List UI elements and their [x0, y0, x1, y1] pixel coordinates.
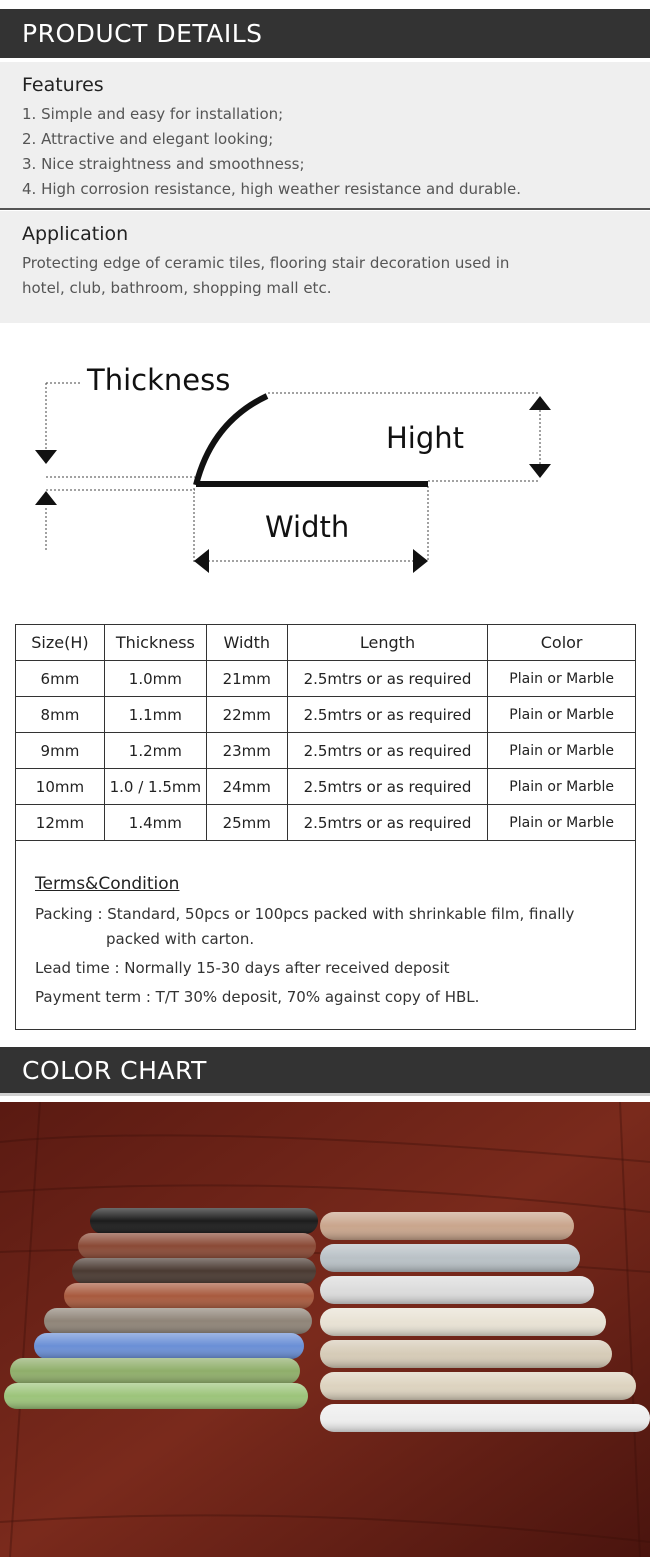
product-details-title: PRODUCT DETAILS — [22, 19, 263, 48]
cell-size: 8mm — [16, 697, 105, 733]
rod-highlight — [78, 1233, 316, 1259]
cell-length: 2.5mtrs or as required — [287, 661, 488, 697]
rod-highlight — [72, 1258, 316, 1284]
feature-item: 1. Simple and easy for installation; — [22, 105, 284, 123]
product-details-header — [0, 9, 650, 58]
features-list — [22, 102, 650, 202]
feature-item: 2. Attractive and elegant looking; — [22, 130, 274, 148]
column-header-color: Color — [488, 625, 636, 661]
rod-highlight — [320, 1308, 606, 1336]
features-heading: Features — [22, 74, 104, 96]
rod-highlight — [320, 1404, 650, 1432]
rod-highlight — [90, 1208, 318, 1234]
cell-color: Plain or Marble — [488, 805, 636, 841]
color-chart-photo — [0, 1102, 650, 1557]
cell-width: 23mm — [206, 733, 287, 769]
height-label: Hight — [386, 421, 465, 455]
cell-length: 2.5mtrs or as required — [287, 733, 488, 769]
cell-size: 6mm — [16, 661, 105, 697]
arrow-right-icon — [413, 549, 428, 573]
rod-highlight — [10, 1358, 300, 1384]
column-header-size: Size(H) — [16, 625, 105, 661]
cell-size: 12mm — [16, 805, 105, 841]
cell-length: 2.5mtrs or as required — [287, 805, 488, 841]
cell-length: 2.5mtrs or as required — [287, 697, 488, 733]
cell-width: 25mm — [206, 805, 287, 841]
rod-highlight — [320, 1212, 574, 1240]
application-section — [0, 211, 650, 323]
rod-highlight — [320, 1244, 580, 1272]
cell-width: 21mm — [206, 661, 287, 697]
rod-highlight — [44, 1308, 312, 1334]
column-header-thickness: Thickness — [104, 625, 206, 661]
packing-term — [35, 902, 635, 952]
color-chart-header — [0, 1047, 650, 1096]
quarter-round-profile — [196, 396, 267, 485]
feature-item: 4. High corrosion resistance, high weather resistance and durable. — [22, 180, 522, 198]
dimension-diagram — [0, 330, 650, 590]
arrow-up-icon — [35, 491, 57, 505]
cell-size: 10mm — [16, 769, 105, 805]
cell-color: Plain or Marble — [488, 661, 636, 697]
rod-highlight — [4, 1383, 308, 1409]
feature-item: 3. Nice straightness and smoothness; — [22, 155, 305, 173]
cell-size: 9mm — [16, 733, 105, 769]
column-header-length: Length — [287, 625, 488, 661]
lead-time-term: Lead time : Normally 15-30 days after received deposit — [35, 959, 450, 977]
application-text: Protecting edge of ceramic tiles, flooring stair decoration used in hotel, club, bathroom, shopping mall etc. — [22, 254, 510, 297]
table-row — [16, 733, 636, 769]
features-section — [0, 62, 650, 208]
cell-thickness: 1.1mm — [104, 697, 206, 733]
table-row — [16, 697, 636, 733]
arrow-down-icon — [529, 464, 551, 478]
cell-width: 24mm — [206, 769, 287, 805]
cell-width: 22mm — [206, 697, 287, 733]
cell-color: Plain or Marble — [488, 733, 636, 769]
payment-term: Payment term : T/T 30% deposit, 70% against copy of HBL. — [35, 988, 480, 1006]
section-divider — [0, 208, 650, 210]
cell-thickness: 1.0mm — [104, 661, 206, 697]
terms-title: Terms&Condition — [35, 874, 180, 894]
cell-color: Plain or Marble — [488, 769, 636, 805]
arrow-left-icon — [194, 549, 209, 573]
rod-highlight — [64, 1283, 314, 1309]
arrow-down-icon — [35, 450, 57, 464]
packing-line-continued: packed with carton. — [106, 930, 255, 948]
cell-length: 2.5mtrs or as required — [287, 769, 488, 805]
column-header-width: Width — [206, 625, 287, 661]
cell-color: Plain or Marble — [488, 697, 636, 733]
table-row — [16, 805, 636, 841]
spec-table — [15, 624, 636, 841]
cell-thickness: 1.4mm — [104, 805, 206, 841]
rod-highlight — [320, 1276, 594, 1304]
arrow-up-icon — [529, 396, 551, 410]
table-row — [16, 769, 636, 805]
color-chart-title: COLOR CHART — [22, 1055, 207, 1085]
rod-highlight — [320, 1340, 612, 1368]
terms-box — [15, 840, 636, 1030]
rod-highlight — [320, 1372, 636, 1400]
cell-thickness: 1.2mm — [104, 733, 206, 769]
cell-thickness: 1.0 / 1.5mm — [104, 769, 206, 805]
table-header-row — [16, 625, 636, 661]
packing-line: Packing : Standard, 50pcs or 100pcs packed with shrinkable film, finally — [35, 905, 575, 923]
application-heading: Application — [22, 223, 129, 245]
thickness-label: Thickness — [87, 363, 231, 397]
width-label: Width — [265, 510, 350, 544]
rod-highlight — [34, 1333, 304, 1359]
table-row — [16, 661, 636, 697]
